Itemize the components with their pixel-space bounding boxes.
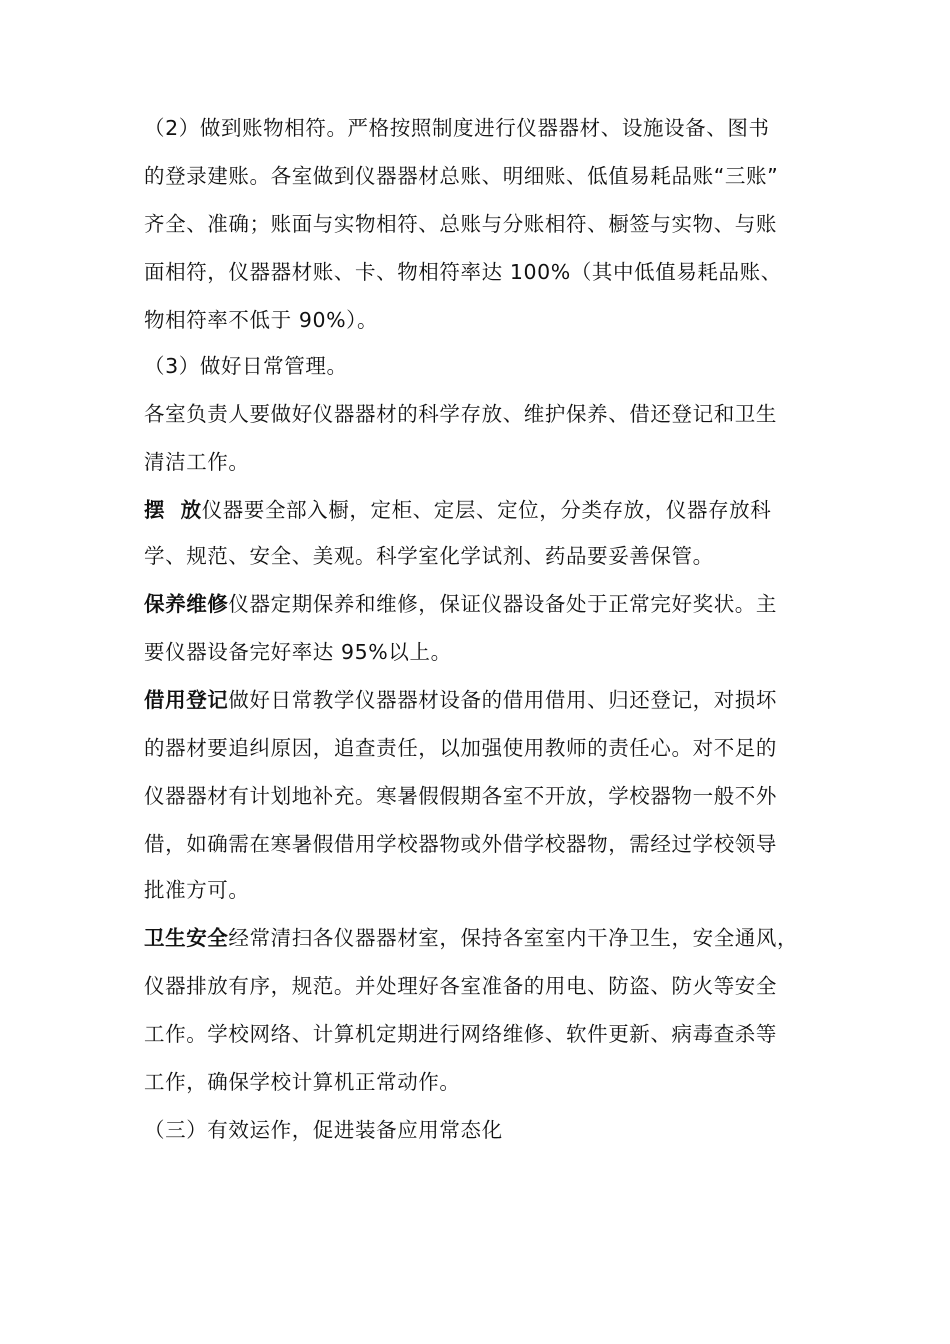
text-line xyxy=(144,1019,834,1049)
text-line xyxy=(144,923,834,953)
text-line xyxy=(144,257,834,287)
line-text: 仪器要全部入橱，定柜、定层、定位，分类存放，仪器存放科 xyxy=(201,498,772,522)
text-line xyxy=(144,447,834,477)
bold-lead-term: 保养维修 xyxy=(144,592,229,616)
text-line xyxy=(144,1067,834,1097)
line-text: 面相符，仪器器材账、卡、物相符率达 100%（其中低值易耗品账、 xyxy=(144,260,782,284)
line-text: （2）做到账物相符。严格按照制度进行仪器器材、设施设备、图书 xyxy=(144,116,770,140)
text-line xyxy=(144,495,834,525)
line-text: 经常清扫各仪器器材室，保持各室室内干净卫生，安全通风， xyxy=(228,926,799,950)
bold-lead-term: 摆 放 xyxy=(144,498,202,522)
line-text: 清洁工作。 xyxy=(144,450,250,474)
line-text: 做好日常教学仪器器材设备的借用借用、归还登记，对损坏 xyxy=(228,688,778,712)
line-text: 工作，确保学校计算机正常动作。 xyxy=(144,1070,461,1094)
line-text: 各室负责人要做好仪器器材的科学存放、维护保养、借还登记和卫生 xyxy=(144,402,777,426)
text-line xyxy=(144,209,834,239)
text-line xyxy=(144,399,834,429)
line-text: 学、规范、安全、美观。科学室化学试剂、药品要妥善保管。 xyxy=(144,544,714,568)
text-line xyxy=(144,781,834,811)
text-line xyxy=(144,161,834,191)
text-line xyxy=(144,113,834,143)
text-line xyxy=(144,541,834,571)
text-line xyxy=(144,589,834,619)
text-line xyxy=(144,829,834,859)
line-text: 仪器排放有序，规范。并处理好各室准备的用电、防盗、防火等安全 xyxy=(144,974,777,998)
section-heading xyxy=(144,1115,834,1145)
line-text: 齐全、准确；账面与实物相符、总账与分账相符、橱签与实物、与账 xyxy=(144,212,777,236)
text-line xyxy=(144,971,834,1001)
line-text: 的器材要追纠原因，追查责任，以加强使用教师的责任心。对不足的 xyxy=(144,736,777,760)
bold-lead-term: 卫生安全 xyxy=(144,926,229,950)
line-text: 批准方可。 xyxy=(144,878,250,902)
line-text: 工作。学校网络、计算机定期进行网络维修、软件更新、病毒查杀等 xyxy=(144,1022,777,1046)
line-text: 物相符率不低于 90%）。 xyxy=(144,308,379,332)
line-text: （三）有效运作，促进装备应用常态化 xyxy=(144,1118,503,1142)
line-text: 要仪器设备完好率达 95%以上。 xyxy=(144,640,452,664)
line-text: （3）做好日常管理。 xyxy=(144,354,348,378)
text-line xyxy=(144,637,834,667)
text-line xyxy=(144,733,834,763)
text-line xyxy=(144,875,834,905)
text-line xyxy=(144,685,834,715)
bold-lead-term: 借用登记 xyxy=(144,688,229,712)
line-text: 的登录建账。各室做到仪器器材总账、明细账、低值易耗品账“三账” xyxy=(144,164,779,188)
line-text: 仪器定期保养和维修，保证仪器设备处于正常完好奖状。主 xyxy=(228,592,778,616)
text-line xyxy=(144,305,834,335)
line-text: 借，如确需在寒暑假借用学校器物或外借学校器物，需经过学校领导 xyxy=(144,832,777,856)
section-heading xyxy=(144,351,834,381)
line-text: 仪器器材有计划地补充。寒暑假假期各室不开放，学校器物一般不外 xyxy=(144,784,777,808)
